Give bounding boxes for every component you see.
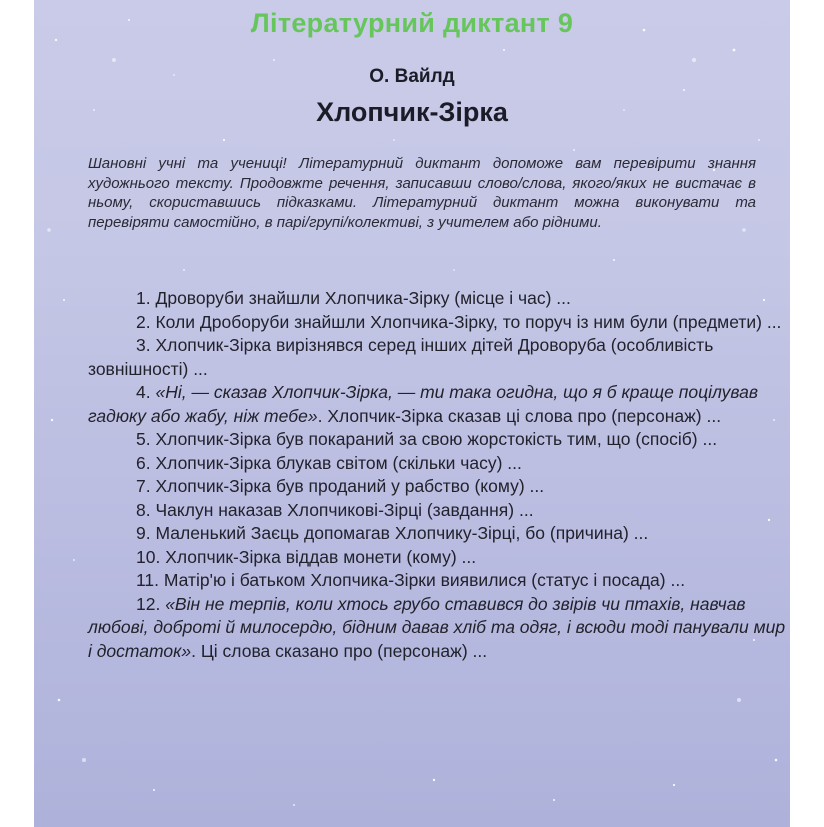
list-item	[88, 334, 788, 381]
item-text: Маленький Заєць допомагав Хлопчику-Зірці, бо (причина) ...	[155, 523, 649, 543]
author-name: О. Вайлд	[369, 66, 455, 87]
item-number: 7.	[136, 476, 151, 496]
work-title: Хлопчик-Зірка	[316, 97, 508, 127]
item-quote: «Він не терпів, коли хтось грубо ставився до звірів чи птахів, навчав любові, доброті й милосердю, бідним давав хліб та одяг, і всюди тоді панували мир і достаток»	[88, 593, 786, 661]
list-item	[88, 428, 788, 452]
list-item	[88, 522, 788, 546]
item-text: Дроворуби знайшли Хлопчика-Зірку (місце і час) ...	[155, 288, 571, 308]
item-text: Хлопчик-Зірка був проданий у рабство (кому) ...	[155, 476, 545, 496]
list-item	[88, 569, 788, 593]
item-number: 1.	[136, 288, 151, 308]
item-number: 4.	[136, 382, 151, 402]
list-item	[88, 499, 788, 523]
item-text: Матір'ю і батьком Хлопчика-Зірки виявилися (статус і посада) ...	[163, 570, 686, 590]
item-text: . Хлопчик-Зірка сказав ці слова про (персонаж) ...	[317, 405, 722, 426]
item-text: Хлопчик-Зірка блукав світом (скільки часу) ...	[155, 452, 522, 473]
list-item	[88, 593, 788, 664]
item-number: 2.	[136, 311, 151, 332]
dictation-heading: Літературний диктант 9	[250, 8, 574, 38]
list-item	[88, 311, 788, 335]
list-item	[88, 381, 788, 428]
item-text: Чаклун наказав Хлопчикові-Зірці (завдання) ...	[155, 499, 534, 520]
item-text: Хлопчик-Зірка вирізнявся серед інших дітей Дроворуба (особливість зовнішності) ...	[88, 335, 714, 379]
item-number: 10.	[136, 546, 161, 567]
list-item	[88, 475, 788, 499]
item-text: . Ці слова сказано про (персонаж) ...	[191, 640, 488, 661]
item-number: 12.	[136, 593, 161, 614]
list-item	[88, 546, 788, 570]
page-sheet	[34, 0, 790, 827]
list-item	[88, 452, 788, 476]
item-text: Хлопчик-Зірка віддав монети (кому) ...	[165, 546, 477, 567]
intro-paragraph: Шановні учні та учениці! Літературний диктант допоможе вам перевірити знання художнього тексту. Продовжте речення, записавши слово/слова, якого/яких не вистачає в ньому, скориставшись підказками. Літературний диктант можна виконувати та перевіряти самостійно, в парі/групі/колективі, з учителем або рідними.	[88, 155, 756, 231]
item-quote: «Ні, — сказав Хлопчик-Зірка, — ти така огидна, що я б краще поцілував гадюку або жабу, ніж тебе»	[88, 382, 759, 426]
item-number: 3.	[136, 335, 151, 355]
item-number: 6.	[136, 452, 151, 473]
item-number: 9.	[136, 523, 151, 543]
item-number: 11.	[136, 570, 160, 590]
question-list	[88, 287, 788, 663]
item-number: 5.	[136, 429, 151, 449]
item-text: Коли Дроборуби знайшли Хлопчика-Зірку, то поруч із ним були (предмети) ...	[155, 311, 782, 332]
item-text: Хлопчик-Зірка був покараний за свою жорстокість тим, що (спосіб) ...	[155, 429, 718, 449]
item-number: 8.	[136, 499, 151, 520]
list-item	[88, 287, 788, 311]
